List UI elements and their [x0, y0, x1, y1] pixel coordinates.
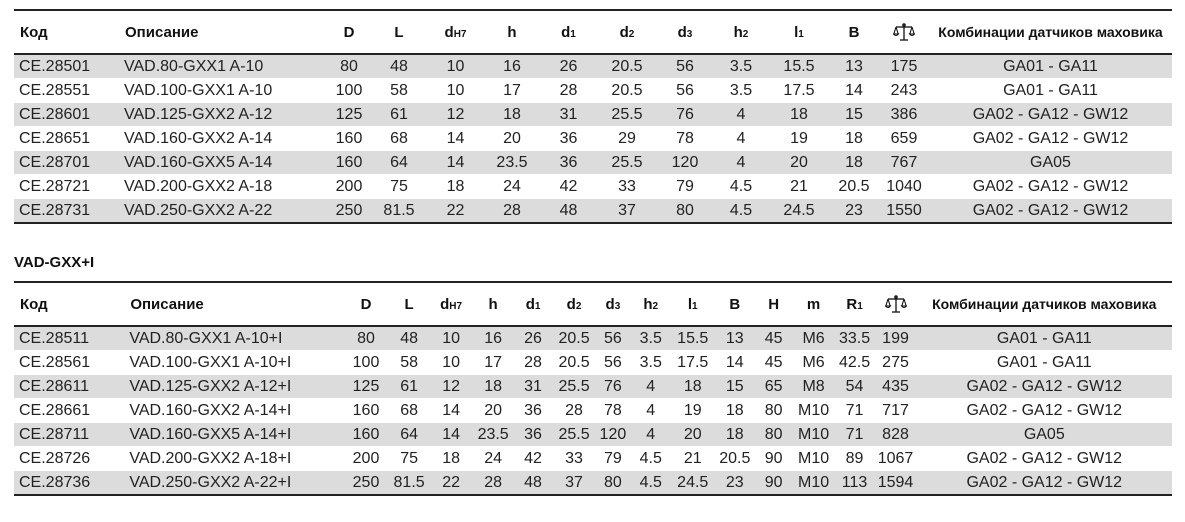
cell-m: M10 — [793, 471, 835, 496]
header-d1: d1 — [513, 282, 553, 326]
cell-m: M10 — [793, 423, 835, 447]
cell-R1: 89 — [835, 447, 875, 471]
cell-code: CE.28511 — [14, 326, 124, 351]
cell-l1: 21 — [671, 447, 715, 471]
cell-code: CE.28501 — [14, 54, 119, 79]
table-row — [14, 175, 1172, 199]
cell-combo: GA02 - GA12 - GW12 — [917, 447, 1172, 471]
table-row — [14, 375, 1172, 399]
header-d2: d2 — [553, 282, 595, 326]
cell-L: 48 — [389, 326, 429, 351]
cell-w: 767 — [879, 151, 929, 175]
cell-dH7: 10 — [427, 79, 484, 103]
header-B: B — [829, 10, 879, 54]
header-weight — [875, 282, 917, 326]
cell-desc: VAD.100-GXX1 A-10+I — [124, 351, 343, 375]
table-row — [14, 199, 1172, 224]
cell-desc: VAD.250-GXX2 A-22+I — [124, 471, 343, 496]
table-row — [14, 326, 1172, 351]
cell-combo: GA01 - GA11 — [929, 54, 1172, 79]
cell-combo: GA02 - GA12 - GW12 — [929, 199, 1172, 224]
cell-w: 243 — [879, 79, 929, 103]
cell-desc: VAD.160-GXX2 A-14+I — [124, 399, 343, 423]
cell-h: 17 — [484, 79, 540, 103]
cell-d2: 20.5 — [553, 326, 595, 351]
header-d3: d3 — [595, 282, 631, 326]
cell-w: 828 — [875, 423, 917, 447]
cell-R1: 71 — [835, 423, 875, 447]
header-code: Код — [14, 282, 124, 326]
cell-D: 125 — [327, 103, 371, 127]
cell-w: 1594 — [875, 471, 917, 496]
cell-code: CE.28551 — [14, 79, 119, 103]
cell-dH7: 10 — [427, 54, 484, 79]
cell-L: 81.5 — [371, 199, 427, 224]
header-h: h — [484, 10, 540, 54]
cell-h: 23.5 — [473, 423, 513, 447]
table-row — [14, 103, 1172, 127]
cell-R1: 71 — [835, 399, 875, 423]
cell-B: 15 — [829, 103, 879, 127]
cell-d3: 78 — [595, 399, 631, 423]
cell-D: 100 — [327, 79, 371, 103]
cell-h2: 4.5 — [631, 471, 671, 496]
cell-D: 100 — [343, 351, 389, 375]
header-dH7: dH7 — [429, 282, 473, 326]
cell-B: 18 — [715, 399, 755, 423]
table-row — [14, 447, 1172, 471]
cell-h: 18 — [473, 375, 513, 399]
cell-w: 717 — [875, 399, 917, 423]
cell-l1: 17.5 — [671, 351, 715, 375]
cell-d1: 36 — [540, 151, 597, 175]
table-row — [14, 471, 1172, 496]
cell-L: 58 — [371, 79, 427, 103]
cell-B: 13 — [829, 54, 879, 79]
cell-m: M6 — [793, 326, 835, 351]
cell-code: CE.28611 — [14, 375, 124, 399]
cell-R1: 54 — [835, 375, 875, 399]
cell-w: 175 — [879, 54, 929, 79]
cell-combo: GA02 - GA12 - GW12 — [929, 175, 1172, 199]
cell-l1: 15.5 — [671, 326, 715, 351]
cell-combo: GA02 - GA12 - GW12 — [917, 471, 1172, 496]
cell-l1: 18 — [671, 375, 715, 399]
cell-d3: 80 — [657, 199, 713, 224]
cell-d1: 48 — [540, 199, 597, 224]
cell-combo: GA01 - GA11 — [929, 79, 1172, 103]
cell-h: 17 — [473, 351, 513, 375]
cell-h: 28 — [484, 199, 540, 224]
table-row — [14, 79, 1172, 103]
cell-B: 18 — [829, 127, 879, 151]
header-l1: l1 — [769, 10, 829, 54]
cell-w: 659 — [879, 127, 929, 151]
cell-h2: 4.5 — [713, 175, 769, 199]
cell-D: 160 — [343, 399, 389, 423]
cell-l1: 24.5 — [671, 471, 715, 496]
cell-d3: 56 — [657, 79, 713, 103]
cell-dH7: 10 — [429, 326, 473, 351]
cell-l1: 24.5 — [769, 199, 829, 224]
cell-L: 61 — [389, 375, 429, 399]
table-row — [14, 399, 1172, 423]
cell-h2: 4.5 — [631, 447, 671, 471]
cell-h2: 4 — [631, 375, 671, 399]
cell-H: 80 — [755, 423, 793, 447]
cell-L: 75 — [389, 447, 429, 471]
header-d1: d1 — [540, 10, 597, 54]
cell-R1: 113 — [835, 471, 875, 496]
cell-w: 386 — [879, 103, 929, 127]
cell-dH7: 14 — [429, 399, 473, 423]
cell-h: 23.5 — [484, 151, 540, 175]
cell-dH7: 10 — [429, 351, 473, 375]
section-title: VAD-GXX+I — [14, 254, 95, 271]
cell-desc: VAD.200-GXX2 A-18+I — [124, 447, 343, 471]
cell-w: 1550 — [879, 199, 929, 224]
cell-h: 18 — [484, 103, 540, 127]
cell-h2: 4 — [631, 423, 671, 447]
cell-dH7: 18 — [429, 447, 473, 471]
cell-desc: VAD.160-GXX2 A-14 — [119, 127, 327, 151]
cell-h2: 3.5 — [713, 54, 769, 79]
spec-table-vad-gxx-i — [14, 281, 1172, 496]
cell-L: 68 — [371, 127, 427, 151]
cell-desc: VAD.250-GXX2 A-22 — [119, 199, 327, 224]
cell-code: CE.28661 — [14, 399, 124, 423]
cell-d1: 31 — [540, 103, 597, 127]
cell-L: 61 — [371, 103, 427, 127]
header-description: Описание — [119, 10, 327, 54]
cell-w: 1040 — [879, 175, 929, 199]
cell-h: 24 — [484, 175, 540, 199]
cell-L: 68 — [389, 399, 429, 423]
cell-H: 45 — [755, 326, 793, 351]
cell-d2: 20.5 — [553, 351, 595, 375]
cell-H: 90 — [755, 447, 793, 471]
cell-h2: 4 — [713, 151, 769, 175]
cell-L: 64 — [389, 423, 429, 447]
cell-h: 20 — [473, 399, 513, 423]
cell-desc: VAD.160-GXX5 A-14 — [119, 151, 327, 175]
cell-l1: 15.5 — [769, 54, 829, 79]
cell-dH7: 22 — [429, 471, 473, 496]
cell-code: CE.28651 — [14, 127, 119, 151]
cell-h: 16 — [473, 326, 513, 351]
cell-d1: 26 — [540, 54, 597, 79]
cell-w: 275 — [875, 351, 917, 375]
header-D: D — [343, 282, 389, 326]
header-H: H — [755, 282, 793, 326]
header-l1: l1 — [671, 282, 715, 326]
cell-l1: 17.5 — [769, 79, 829, 103]
header-dH7: dH7 — [427, 10, 484, 54]
cell-B: 13 — [715, 326, 755, 351]
cell-d2: 25.5 — [553, 375, 595, 399]
header-combinations: Комбинации датчиков маховика — [929, 10, 1172, 54]
cell-d1: 31 — [513, 375, 553, 399]
cell-B: 23 — [715, 471, 755, 496]
cell-desc: VAD.80-GXX1 A-10 — [119, 54, 327, 79]
cell-h: 20 — [484, 127, 540, 151]
cell-m: M6 — [793, 351, 835, 375]
cell-B: 14 — [829, 79, 879, 103]
cell-code: CE.28711 — [14, 423, 124, 447]
cell-code: CE.28736 — [14, 471, 124, 496]
cell-L: 58 — [389, 351, 429, 375]
header-D: D — [327, 10, 371, 54]
cell-h: 16 — [484, 54, 540, 79]
header-weight — [879, 10, 929, 54]
cell-d1: 28 — [540, 79, 597, 103]
spec-table-vad-gxx — [14, 9, 1172, 224]
cell-d3: 120 — [657, 151, 713, 175]
table-row — [14, 54, 1172, 79]
cell-combo: GA01 - GA11 — [917, 326, 1172, 351]
cell-d3: 56 — [595, 326, 631, 351]
header-d3: d3 — [657, 10, 713, 54]
cell-desc: VAD.80-GXX1 A-10+I — [124, 326, 343, 351]
cell-d3: 76 — [595, 375, 631, 399]
cell-l1: 20 — [671, 423, 715, 447]
cell-combo: GA02 - GA12 - GW12 — [917, 375, 1172, 399]
cell-R1: 42.5 — [835, 351, 875, 375]
cell-h2: 4.5 — [713, 199, 769, 224]
cell-d2: 20.5 — [597, 54, 657, 79]
header-L: L — [389, 282, 429, 326]
cell-d2: 29 — [597, 127, 657, 151]
cell-d1: 42 — [513, 447, 553, 471]
cell-h2: 4 — [713, 103, 769, 127]
cell-w: 199 — [875, 326, 917, 351]
cell-h2: 4 — [713, 127, 769, 151]
cell-l1: 19 — [671, 399, 715, 423]
cell-d1: 26 — [513, 326, 553, 351]
cell-m: M10 — [793, 447, 835, 471]
cell-d3: 56 — [657, 54, 713, 79]
cell-code: CE.28701 — [14, 151, 119, 175]
cell-B: 23 — [829, 199, 879, 224]
cell-d1: 36 — [513, 399, 553, 423]
cell-L: 75 — [371, 175, 427, 199]
cell-d3: 56 — [595, 351, 631, 375]
header-L: L — [371, 10, 427, 54]
cell-h2: 3.5 — [713, 79, 769, 103]
cell-D: 160 — [327, 127, 371, 151]
cell-combo: GA02 - GA12 - GW12 — [929, 127, 1172, 151]
cell-l1: 18 — [769, 103, 829, 127]
cell-L: 64 — [371, 151, 427, 175]
cell-dH7: 12 — [429, 375, 473, 399]
cell-h2: 4 — [631, 399, 671, 423]
cell-code: CE.28726 — [14, 447, 124, 471]
cell-d3: 120 — [595, 423, 631, 447]
header-B: B — [715, 282, 755, 326]
cell-d1: 42 — [540, 175, 597, 199]
scale-icon — [885, 294, 907, 314]
cell-H: 65 — [755, 375, 793, 399]
cell-combo: GA05 — [929, 151, 1172, 175]
cell-l1: 19 — [769, 127, 829, 151]
cell-dH7: 14 — [429, 423, 473, 447]
cell-dH7: 18 — [427, 175, 484, 199]
cell-D: 125 — [343, 375, 389, 399]
cell-B: 20.5 — [715, 447, 755, 471]
cell-h2: 3.5 — [631, 351, 671, 375]
cell-D: 200 — [327, 175, 371, 199]
cell-B: 18 — [715, 423, 755, 447]
cell-code: CE.28721 — [14, 175, 119, 199]
cell-code: CE.28561 — [14, 351, 124, 375]
header-R1: R1 — [835, 282, 875, 326]
cell-desc: VAD.200-GXX2 A-18 — [119, 175, 327, 199]
cell-desc: VAD.125-GXX2 A-12 — [119, 103, 327, 127]
header-h: h — [473, 282, 513, 326]
table-header-row — [14, 10, 1172, 54]
cell-d2: 20.5 — [597, 79, 657, 103]
cell-D: 250 — [343, 471, 389, 496]
cell-d2: 37 — [597, 199, 657, 224]
cell-R1: 33.5 — [835, 326, 875, 351]
header-m: m — [793, 282, 835, 326]
cell-B: 18 — [829, 151, 879, 175]
cell-B: 14 — [715, 351, 755, 375]
cell-D: 200 — [343, 447, 389, 471]
cell-code: CE.28731 — [14, 199, 119, 224]
cell-d2: 33 — [553, 447, 595, 471]
table-row — [14, 423, 1172, 447]
cell-D: 160 — [327, 151, 371, 175]
header-combinations: Комбинации датчиков маховика — [917, 282, 1172, 326]
cell-w: 435 — [875, 375, 917, 399]
cell-l1: 20 — [769, 151, 829, 175]
cell-d3: 80 — [595, 471, 631, 496]
cell-D: 250 — [327, 199, 371, 224]
cell-D: 80 — [327, 54, 371, 79]
cell-d2: 25.5 — [597, 151, 657, 175]
cell-combo: GA01 - GA11 — [917, 351, 1172, 375]
cell-dH7: 14 — [427, 151, 484, 175]
cell-combo: GA02 - GA12 - GW12 — [917, 399, 1172, 423]
cell-h: 24 — [473, 447, 513, 471]
header-d2: d2 — [597, 10, 657, 54]
cell-h2: 3.5 — [631, 326, 671, 351]
table-header-row — [14, 282, 1172, 326]
header-h2: h2 — [713, 10, 769, 54]
cell-d3: 79 — [595, 447, 631, 471]
cell-combo: GA05 — [917, 423, 1172, 447]
table-row — [14, 127, 1172, 151]
cell-d3: 76 — [657, 103, 713, 127]
table-row — [14, 351, 1172, 375]
cell-dH7: 12 — [427, 103, 484, 127]
cell-m: M10 — [793, 399, 835, 423]
table-row — [14, 151, 1172, 175]
cell-l1: 21 — [769, 175, 829, 199]
cell-m: M8 — [793, 375, 835, 399]
cell-d2: 25.5 — [553, 423, 595, 447]
header-code: Код — [14, 10, 119, 54]
cell-w: 1067 — [875, 447, 917, 471]
cell-d2: 33 — [597, 175, 657, 199]
cell-combo: GA02 - GA12 - GW12 — [929, 103, 1172, 127]
cell-code: CE.28601 — [14, 103, 119, 127]
cell-D: 160 — [343, 423, 389, 447]
cell-H: 80 — [755, 399, 793, 423]
cell-desc: VAD.100-GXX1 A-10 — [119, 79, 327, 103]
cell-h: 28 — [473, 471, 513, 496]
cell-D: 80 — [343, 326, 389, 351]
cell-B: 20.5 — [829, 175, 879, 199]
cell-d2: 28 — [553, 399, 595, 423]
cell-L: 81.5 — [389, 471, 429, 496]
cell-d1: 28 — [513, 351, 553, 375]
cell-desc: VAD.160-GXX5 A-14+I — [124, 423, 343, 447]
cell-B: 15 — [715, 375, 755, 399]
cell-desc: VAD.125-GXX2 A-12+I — [124, 375, 343, 399]
scale-icon — [893, 22, 915, 42]
cell-H: 45 — [755, 351, 793, 375]
cell-dH7: 22 — [427, 199, 484, 224]
cell-d2: 25.5 — [597, 103, 657, 127]
header-h2: h2 — [631, 282, 671, 326]
cell-d2: 37 — [553, 471, 595, 496]
cell-d3: 79 — [657, 175, 713, 199]
cell-d3: 78 — [657, 127, 713, 151]
cell-d1: 36 — [540, 127, 597, 151]
cell-dH7: 14 — [427, 127, 484, 151]
cell-d1: 36 — [513, 423, 553, 447]
cell-L: 48 — [371, 54, 427, 79]
header-description: Описание — [124, 282, 343, 326]
cell-H: 90 — [755, 471, 793, 496]
cell-d1: 48 — [513, 471, 553, 496]
